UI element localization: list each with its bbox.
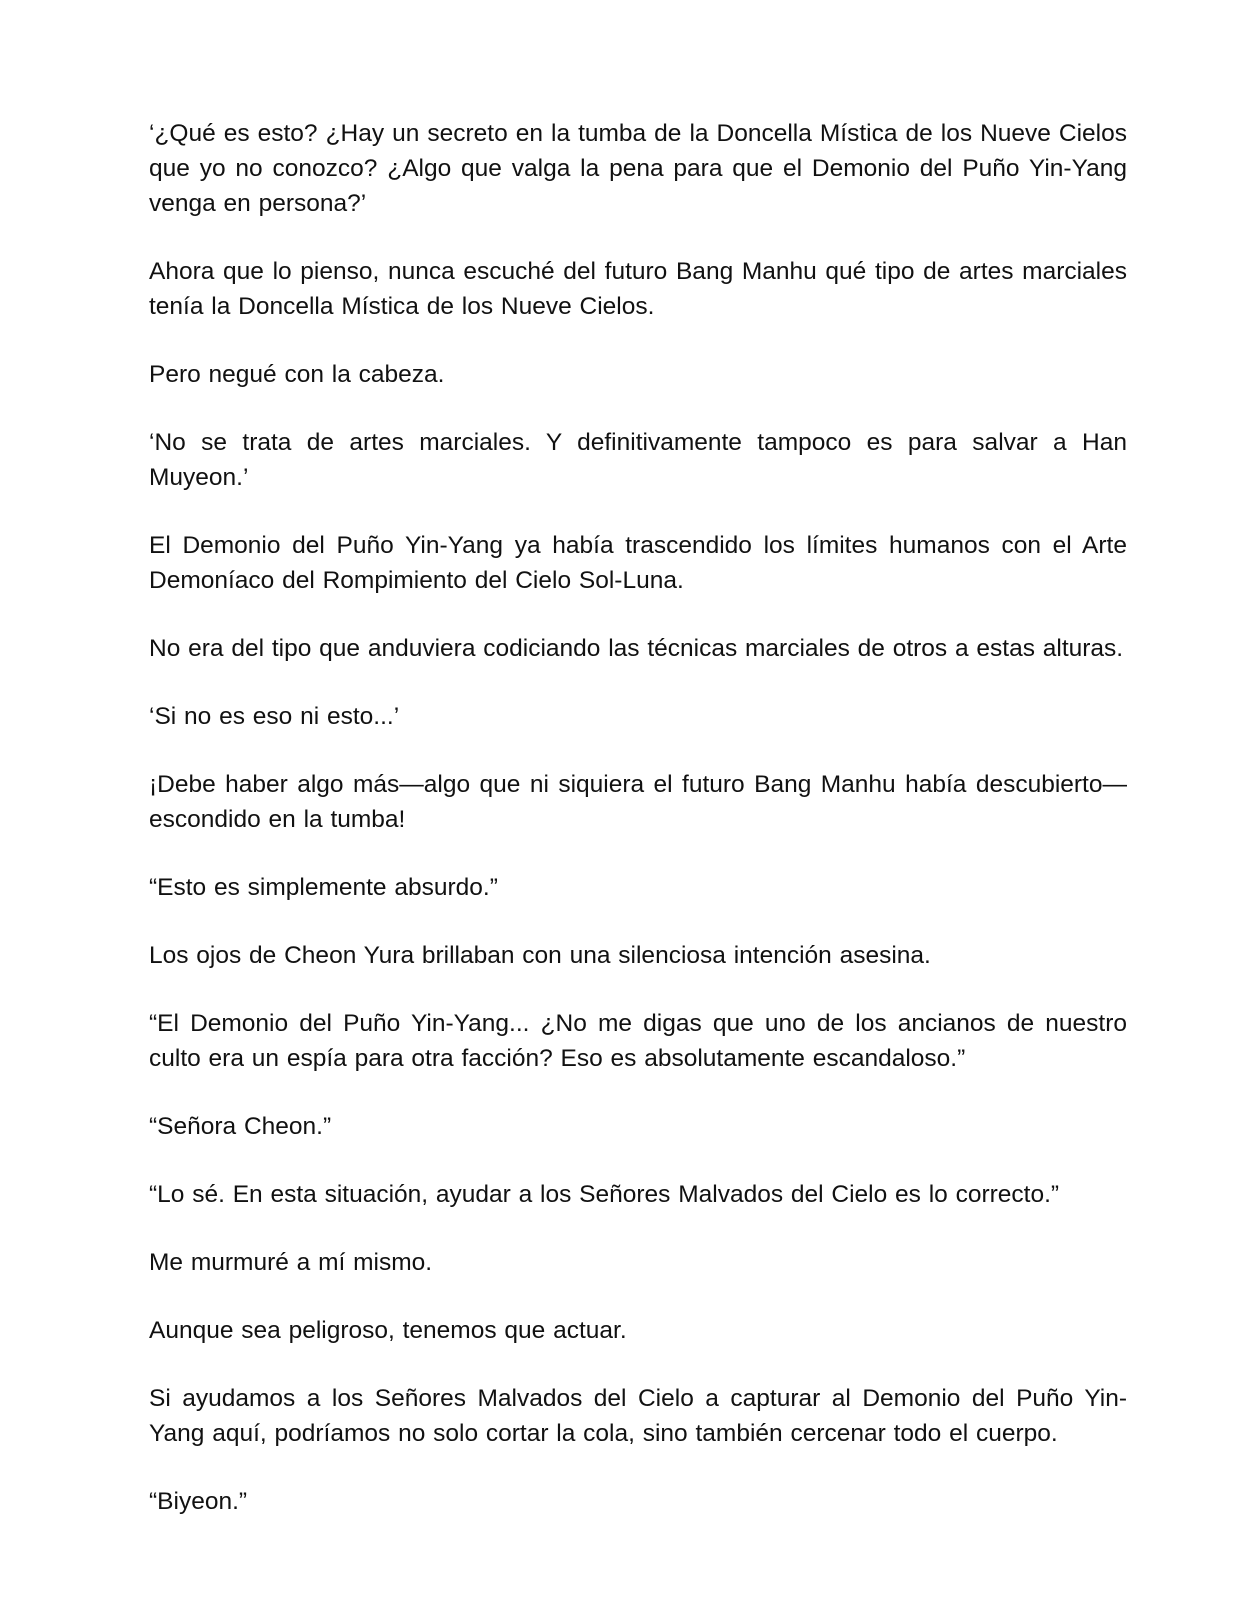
paragraph-5: El Demonio del Puño Yin-Yang ya había trascendido los límites humanos con el Arte Demoníaco del Rompimiento del Cielo Sol-Luna. xyxy=(149,532,1127,594)
paragraph-13: “Lo sé. En esta situación, ayudar a los Señores Malvados del Cielo es lo correcto.” xyxy=(149,1181,1060,1208)
document-page xyxy=(149,116,1127,1552)
paragraph-9: “Esto es simplemente absurdo.” xyxy=(149,874,498,901)
paragraph-14: Me murmuré a mí mismo. xyxy=(149,1249,433,1276)
paragraph-11: “El Demonio del Puño Yin-Yang... ¿No me digas que uno de los ancianos de nuestro culto era un espía para otra facción? Eso es absolutamente escandaloso.” xyxy=(149,1010,1127,1072)
paragraph-6: No era del tipo que anduviera codiciando las técnicas marciales de otros a estas alturas. xyxy=(149,635,1124,662)
paragraph-10: Los ojos de Cheon Yura brillaban con una silenciosa intención asesina. xyxy=(149,942,931,969)
paragraph-3: Pero negué con la cabeza. xyxy=(149,361,445,388)
paragraph-17: “Biyeon.” xyxy=(149,1488,248,1515)
paragraph-8: ¡Debe haber algo más—algo que ni siquiera el futuro Bang Manhu había descubierto—escondido en la tumba! xyxy=(149,771,1127,833)
paragraph-2: Ahora que lo pienso, nunca escuché del futuro Bang Manhu qué tipo de artes marciales tenía la Doncella Mística de los Nueve Cielos. xyxy=(149,258,1127,320)
paragraph-4: ‘No se trata de artes marciales. Y definitivamente tampoco es para salvar a Han Muyeon.’ xyxy=(149,429,1127,491)
paragraph-1: ‘¿Qué es esto? ¿Hay un secreto en la tumba de la Doncella Mística de los Nueve Cielos que yo no conozco? ¿Algo que valga la pena para que el Demonio del Puño Yin-Yang venga en persona?’ xyxy=(149,120,1127,217)
paragraph-16: Si ayudamos a los Señores Malvados del Cielo a capturar al Demonio del Puño Yin-Yang aquí, podríamos no solo cortar la cola, sino también cercenar todo el cuerpo. xyxy=(149,1385,1127,1447)
paragraph-12: “Señora Cheon.” xyxy=(149,1113,332,1140)
paragraph-7: ‘Si no es eso ni esto...’ xyxy=(149,703,400,730)
paragraph-15: Aunque sea peligroso, tenemos que actuar. xyxy=(149,1317,627,1344)
